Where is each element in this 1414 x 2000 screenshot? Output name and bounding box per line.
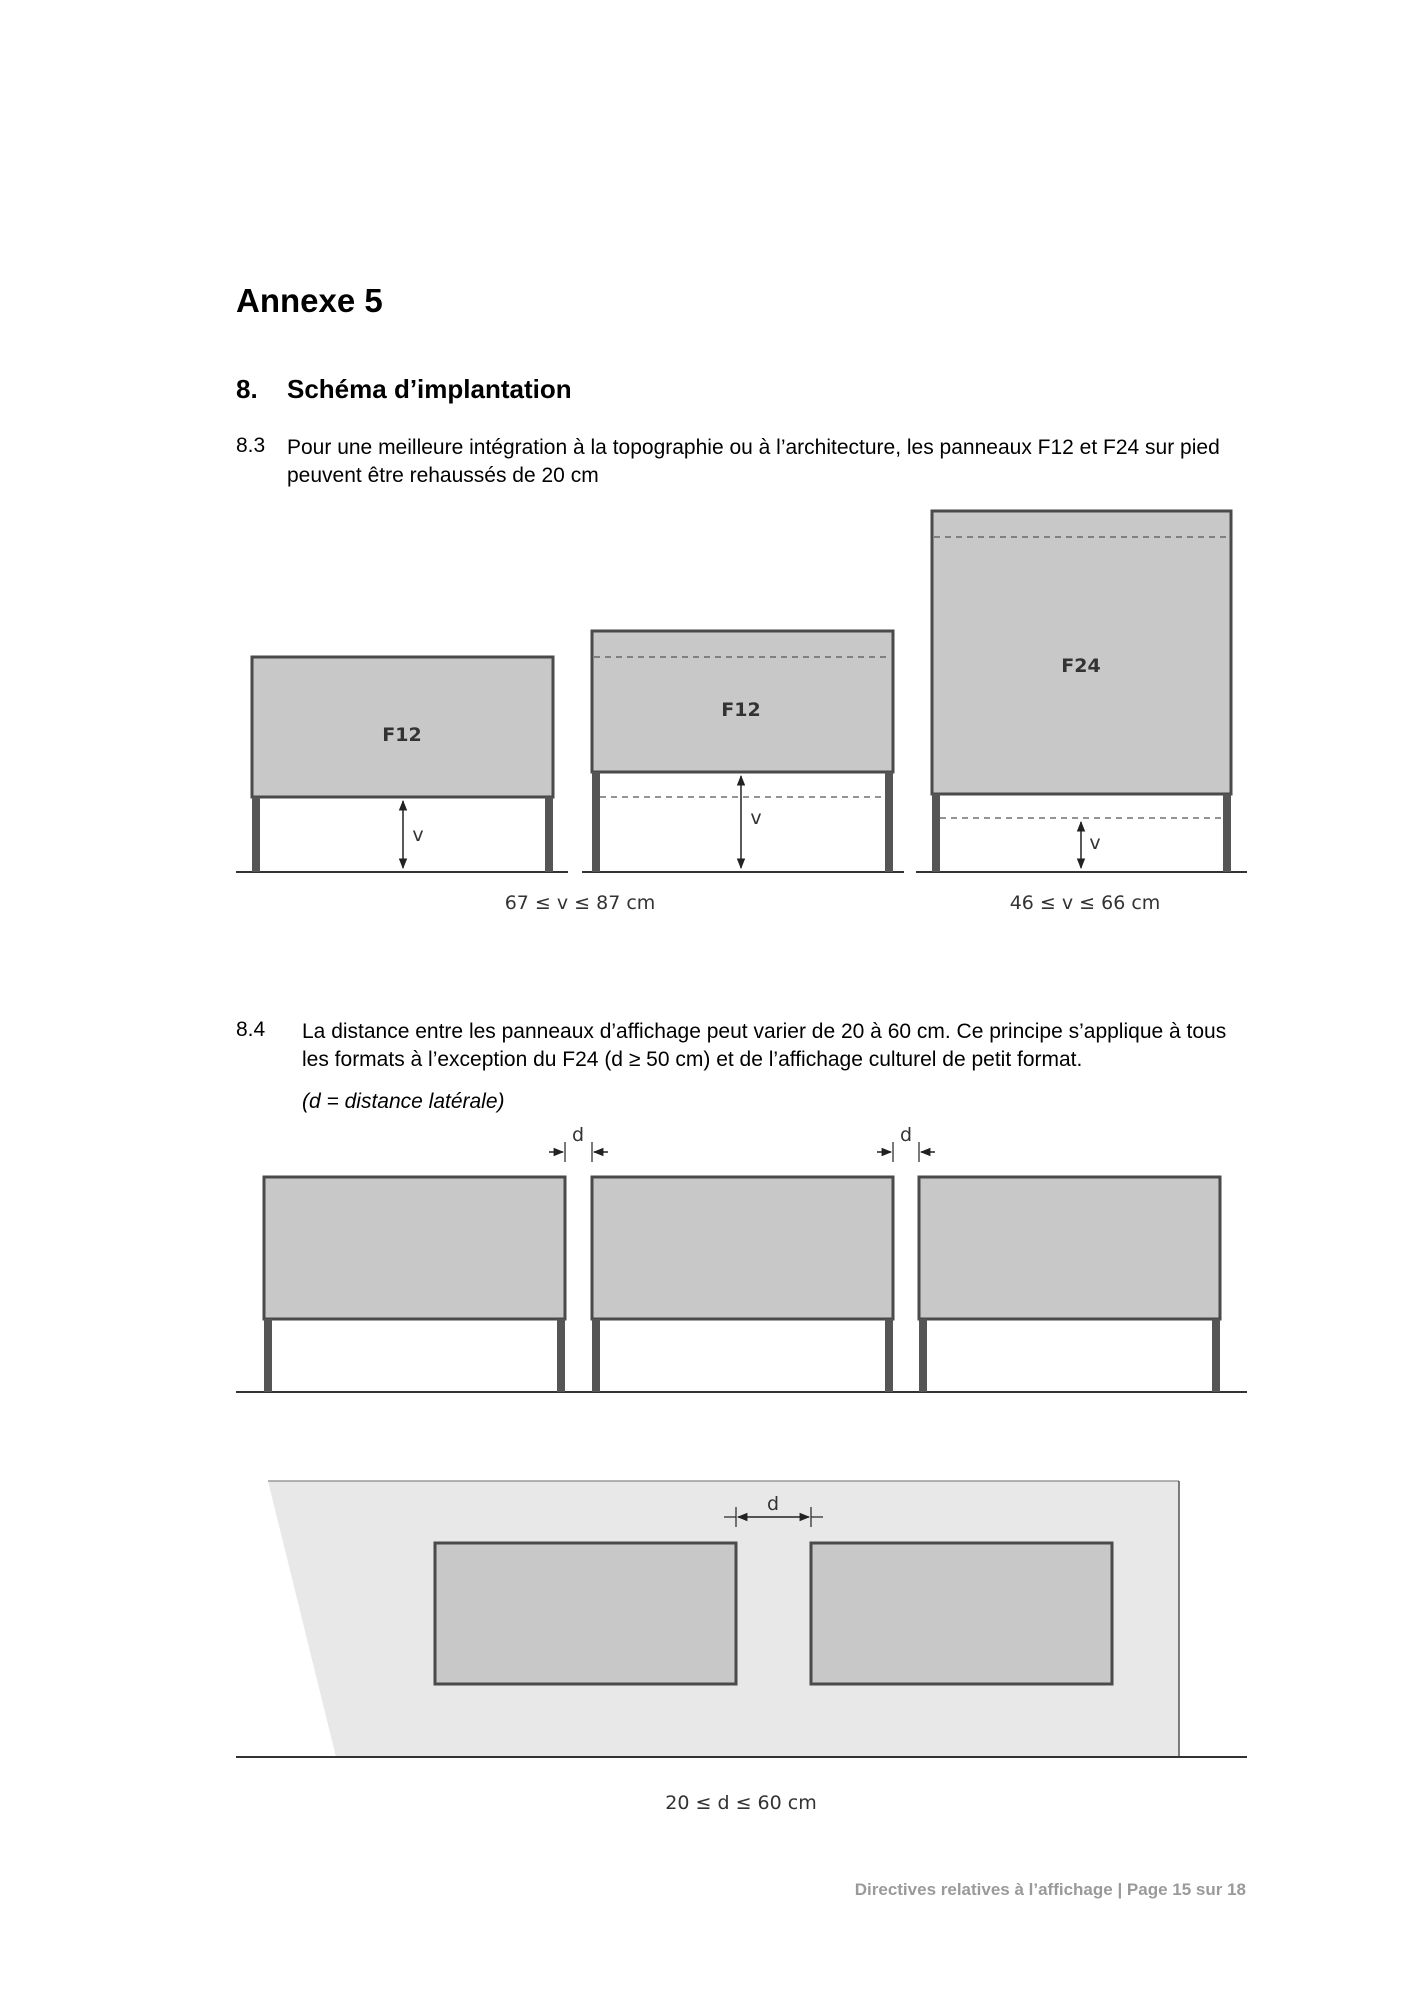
panel-post (1223, 794, 1231, 872)
range-label-f12: 67 ≤ v ≤ 87 cm (504, 892, 656, 914)
annex-title: Annexe 5 (236, 282, 383, 319)
panel-f12-raised (592, 631, 893, 872)
distance-note: (d = distance latérale) (302, 1090, 505, 1113)
section-number: 8. (236, 374, 258, 404)
panel-on-posts (264, 1177, 565, 1392)
panel-post (932, 794, 940, 872)
d-label: d (766, 1493, 780, 1515)
range-label-f24: 46 ≤ v ≤ 66 cm (1009, 892, 1161, 914)
panel-post (252, 797, 260, 872)
d-label: d (571, 1124, 585, 1146)
range-label-d: 20 ≤ d ≤ 60 cm (665, 1792, 817, 1814)
d-label: d (899, 1124, 913, 1146)
panel-on-posts (919, 1177, 1220, 1392)
panel-post (885, 772, 893, 872)
wall-panel (435, 1543, 736, 1684)
page-footer: Directives relatives à l’affichage | Page 15 sur 18 (854, 1880, 1246, 1899)
panel-on-posts (592, 1177, 893, 1392)
paragraph-8-3-text: Pour une meilleure intégration à la topographie ou à l’architecture, les panneaux F12 et F24 sur pied peuvent être rehaussés de 20 cm (287, 436, 1220, 487)
panel-label: F12 (721, 699, 761, 721)
panel-label: F24 (1061, 655, 1101, 677)
panel-f24 (932, 511, 1231, 872)
section-title: Schéma d’implantation (287, 374, 572, 404)
figure-lateral-distance-wall (236, 1481, 1247, 1814)
panel-post (592, 772, 600, 872)
wall-panel (811, 1543, 1112, 1684)
paragraph-number-8-4: 8.4 (236, 1018, 266, 1041)
paragraph-number-8-3: 8.3 (236, 434, 266, 457)
v-label: v (750, 807, 762, 829)
panel-label: F12 (382, 724, 422, 746)
figure-lateral-distance-posts (236, 1124, 1247, 1392)
panel-post (545, 797, 553, 872)
v-label: v (1089, 832, 1101, 854)
figure-height-diagram (236, 511, 1247, 914)
panel-f12-standard (252, 657, 553, 872)
v-label: v (412, 824, 424, 846)
paragraph-8-4-text: La distance entre les panneaux d’affichage peut varier de 20 à 60 cm. Ce principe s’applique à tous les formats à l’exception du F24 (d ≥ 50 cm) et de l’affichage culturel de petit format. (302, 1020, 1227, 1071)
